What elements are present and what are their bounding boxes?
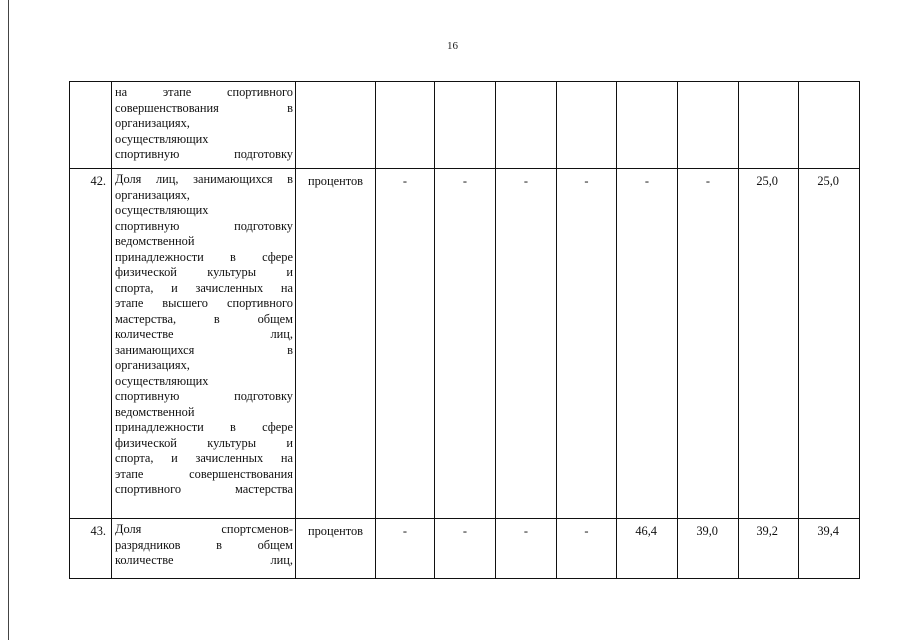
value-cell: 25,0 <box>739 169 799 519</box>
description-line: спортивную подготовку <box>115 218 293 233</box>
description-line: Доля спортсменов- <box>115 522 293 536</box>
description-line: спорта, и зачисленных на <box>115 451 293 465</box>
value-cell <box>617 82 678 169</box>
value-cell: - <box>496 519 557 579</box>
description-line: принадлежности в сфере <box>115 420 293 434</box>
description-line: принадлежности в сфере <box>115 249 293 264</box>
value-cell <box>376 82 435 169</box>
value-cell: 39,2 <box>739 519 799 579</box>
value-cell <box>799 82 860 169</box>
table-row <box>70 519 860 579</box>
value-cell: - <box>617 169 678 519</box>
unit-cell: процентов <box>296 169 376 519</box>
value-cell <box>739 82 799 169</box>
value-cell: - <box>678 169 739 519</box>
page-edge-line <box>8 0 9 640</box>
row-number: 42. <box>70 169 112 519</box>
description-line: спортивную подготовку <box>115 147 293 161</box>
value-cell: 39,0 <box>678 519 739 579</box>
description-line: спортивную подготовку <box>115 389 293 403</box>
value-cell: - <box>376 519 435 579</box>
value-cell <box>435 82 496 169</box>
description-line: организациях, <box>115 358 190 372</box>
description-line: организациях, <box>115 116 190 130</box>
description-line: организациях, <box>115 187 190 202</box>
indicator-description <box>112 82 296 169</box>
value-cell <box>557 82 617 169</box>
description-line: спорта, и зачисленных на <box>115 280 293 295</box>
row-number: 43. <box>70 519 112 579</box>
unit-cell <box>296 82 376 169</box>
unit-cell: процентов <box>296 519 376 579</box>
value-cell <box>496 82 557 169</box>
description-line: на этапе спортивного <box>115 85 293 99</box>
value-cell: - <box>435 519 496 579</box>
value-cell: - <box>557 519 617 579</box>
indicator-description <box>112 519 296 579</box>
value-cell: - <box>496 169 557 519</box>
table-row <box>70 169 860 519</box>
value-cell: - <box>557 169 617 519</box>
description-line: количестве лиц, <box>115 327 293 341</box>
row-number <box>70 82 112 169</box>
description-line: количестве лиц, <box>115 553 293 567</box>
description-line: совершенствования в <box>115 100 293 115</box>
table-row <box>70 82 860 169</box>
value-cell: 46,4 <box>617 519 678 579</box>
indicators-table <box>69 81 860 579</box>
description-line: разрядников в общем <box>115 537 293 552</box>
indicator-description <box>112 169 296 519</box>
description-line: осуществляющих <box>115 131 209 146</box>
description-line: осуществляющих <box>115 373 209 388</box>
description-line: Доля лиц, занимающихся в <box>115 172 293 186</box>
description-line: ведомственной <box>115 404 195 419</box>
description-line: ведомственной <box>115 234 195 248</box>
value-cell: 39,4 <box>799 519 860 579</box>
value-cell: - <box>435 169 496 519</box>
description-line: осуществляющих <box>115 203 209 217</box>
description-line: мастерства, в общем <box>115 311 293 326</box>
description-line: физической культуры и <box>115 435 293 450</box>
description-line: занимающихся в <box>115 342 293 357</box>
page-number: 16 <box>447 40 458 52</box>
value-cell <box>678 82 739 169</box>
value-cell: - <box>376 169 435 519</box>
description-line: физической культуры и <box>115 265 293 279</box>
description-line: спортивного мастерства <box>115 482 293 496</box>
description-line: этапе высшего спортивного <box>115 296 293 310</box>
description-line: этапе совершенствования <box>115 466 293 481</box>
value-cell: 25,0 <box>799 169 860 519</box>
